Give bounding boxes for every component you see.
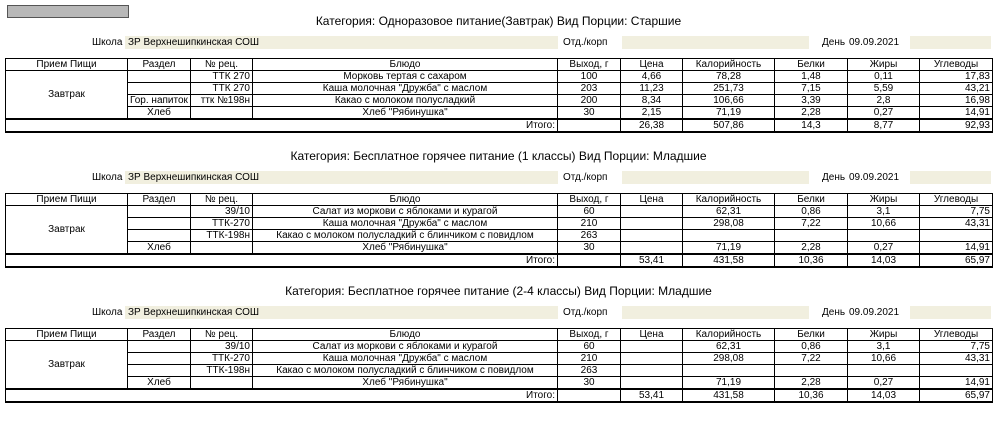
column-header: Прием Пищи — [6, 329, 128, 341]
kcal-cell: 298,08 — [683, 218, 775, 230]
total-fat-cell: 14,03 — [848, 389, 920, 402]
section-cell — [128, 83, 191, 95]
column-header: Раздел — [128, 329, 191, 341]
column-header: Выход, г — [558, 194, 621, 206]
school-name: ЗР Верхнешипкинская СОШ — [128, 307, 260, 318]
column-header: Углеводы — [920, 329, 993, 341]
yield-cell: 30 — [558, 377, 621, 390]
yield-cell: 263 — [558, 365, 621, 377]
price-cell — [621, 218, 683, 230]
dept-label: Отд./корп — [563, 307, 608, 318]
price-cell: 4,66 — [621, 71, 683, 83]
kcal-cell: 251,73 — [683, 83, 775, 95]
day-label: День — [822, 37, 846, 48]
total-kcal-cell: 431,58 — [683, 254, 775, 267]
price-cell — [621, 230, 683, 242]
column-header: Выход, г — [558, 329, 621, 341]
date-value: 09.09.2021 — [849, 172, 900, 183]
table-row — [6, 242, 993, 255]
carbs-cell: 43,31 — [920, 353, 993, 365]
dish-cell: Каша молочная "Дружба" с маслом — [253, 353, 558, 365]
fat-cell: 0,27 — [848, 242, 920, 255]
dish-cell: Хлеб "Рябинушка" — [253, 107, 558, 120]
column-header: Белки — [775, 329, 848, 341]
fat-cell: 10,66 — [848, 218, 920, 230]
fat-cell: 0,11 — [848, 71, 920, 83]
carbs-cell: 43,21 — [920, 83, 993, 95]
school-info-row — [5, 36, 992, 50]
column-header: Калорийность — [683, 59, 775, 71]
section-cell: Хлеб — [128, 107, 191, 120]
protein-cell: 0,86 — [775, 206, 848, 218]
section-cell — [128, 218, 191, 230]
column-header: № рец. — [191, 329, 253, 341]
section-cell — [128, 206, 191, 218]
table-row — [6, 107, 993, 120]
price-cell: 2,15 — [621, 107, 683, 120]
total-row — [6, 119, 993, 132]
table-row — [6, 206, 993, 218]
meal-cell: Завтрак — [6, 206, 128, 255]
dish-cell: Какао с молоком полусладкий — [253, 95, 558, 107]
yield-cell: 210 — [558, 218, 621, 230]
yield-cell: 30 — [558, 242, 621, 255]
column-header: Белки — [775, 194, 848, 206]
column-header: Цена — [621, 329, 683, 341]
dish-cell: Хлеб "Рябинушка" — [253, 377, 558, 390]
yield-cell: 203 — [558, 83, 621, 95]
protein-cell — [775, 365, 848, 377]
dish-cell: Какао с молоком полусладкий с блинчиком с повидлом — [253, 365, 558, 377]
recipe-cell: ТТК-270 — [191, 353, 253, 365]
table-row — [6, 83, 993, 95]
yield-cell: 30 — [558, 107, 621, 120]
recipe-cell: ТТК-270 — [191, 218, 253, 230]
kcal-cell: 106,66 — [683, 95, 775, 107]
carbs-cell — [920, 230, 993, 242]
column-header: Прием Пищи — [6, 194, 128, 206]
section-cell — [128, 353, 191, 365]
total-label: Итого: — [6, 119, 558, 132]
recipe-cell — [191, 107, 253, 120]
table-row — [6, 365, 993, 377]
yield-cell: 60 — [558, 206, 621, 218]
menu-table — [5, 328, 993, 403]
table-header-row — [6, 59, 993, 71]
section-cell: Хлеб — [128, 377, 191, 390]
total-row — [6, 389, 993, 402]
fat-cell: 0,27 — [848, 377, 920, 390]
recipe-cell: 39/10 — [191, 206, 253, 218]
table-header-row — [6, 329, 993, 341]
section-cell: Гор. напиток — [128, 95, 191, 107]
protein-cell: 2,28 — [775, 107, 848, 120]
column-header: № рец. — [191, 194, 253, 206]
table-row — [6, 353, 993, 365]
recipe-cell: ТТК-198н — [191, 365, 253, 377]
kcal-cell: 71,19 — [683, 377, 775, 390]
carbs-cell: 14,91 — [920, 242, 993, 255]
total-carbs-cell: 65,97 — [920, 254, 993, 267]
total-price-cell: 26,38 — [621, 119, 683, 132]
recipe-cell: ТТК 270 — [191, 71, 253, 83]
column-header: Выход, г — [558, 59, 621, 71]
protein-cell: 7,22 — [775, 353, 848, 365]
fat-cell: 0,27 — [848, 107, 920, 120]
kcal-cell: 71,19 — [683, 242, 775, 255]
total-yield-cell — [558, 389, 621, 402]
dept-label: Отд./корп — [563, 37, 608, 48]
school-info-row — [5, 171, 992, 185]
section-cell — [128, 365, 191, 377]
price-cell — [621, 365, 683, 377]
kcal-cell: 298,08 — [683, 353, 775, 365]
fat-cell: 3,1 — [848, 206, 920, 218]
section-cell — [128, 341, 191, 353]
fat-cell — [848, 230, 920, 242]
table-row — [6, 377, 993, 390]
column-header: Калорийность — [683, 329, 775, 341]
school-label: Школа — [92, 307, 123, 318]
dish-cell: Морковь тертая с сахаром — [253, 71, 558, 83]
total-fat-cell: 8,77 — [848, 119, 920, 132]
table-row — [6, 218, 993, 230]
carbs-cell: 17,83 — [920, 71, 993, 83]
school-label: Школа — [92, 37, 123, 48]
column-header: № рец. — [191, 59, 253, 71]
column-header: Белки — [775, 59, 848, 71]
protein-cell: 3,39 — [775, 95, 848, 107]
section-cell — [128, 71, 191, 83]
kcal-cell — [683, 230, 775, 242]
table-row — [6, 230, 993, 242]
kcal-cell: 78,28 — [683, 71, 775, 83]
menu-table — [5, 58, 993, 133]
category-title: Категория: Одноразовое питание(Завтрак) Вид Порции: Старшие — [315, 14, 682, 28]
yield-cell: 210 — [558, 353, 621, 365]
protein-cell: 7,22 — [775, 218, 848, 230]
total-fat-cell: 14,03 — [848, 254, 920, 267]
meal-cell: Завтрак — [6, 71, 128, 120]
column-header: Блюдо — [253, 194, 558, 206]
total-protein-cell: 10,36 — [775, 389, 848, 402]
day-label: День — [822, 307, 846, 318]
carbs-cell: 7,75 — [920, 341, 993, 353]
column-header: Жиры — [848, 59, 920, 71]
carbs-cell — [920, 365, 993, 377]
column-header: Цена — [621, 194, 683, 206]
total-carbs-cell: 92,93 — [920, 119, 993, 132]
total-label: Итого: — [6, 254, 558, 267]
kcal-cell — [683, 365, 775, 377]
total-row — [6, 254, 993, 267]
total-carbs-cell: 65,97 — [920, 389, 993, 402]
column-header: Жиры — [848, 329, 920, 341]
protein-cell: 2,28 — [775, 242, 848, 255]
protein-cell: 7,15 — [775, 83, 848, 95]
menu-table — [5, 193, 993, 268]
protein-cell: 2,28 — [775, 377, 848, 390]
dish-cell: Салат из моркови с яблоками и курагой — [253, 206, 558, 218]
price-cell: 8,34 — [621, 95, 683, 107]
total-protein-cell: 10,36 — [775, 254, 848, 267]
school-name: ЗР Верхнешипкинская СОШ — [128, 37, 260, 48]
fat-cell: 3,1 — [848, 341, 920, 353]
dish-cell: Каша молочная "Дружба" с маслом — [253, 218, 558, 230]
carbs-cell: 7,75 — [920, 206, 993, 218]
column-header: Прием Пищи — [6, 59, 128, 71]
column-header: Углеводы — [920, 194, 993, 206]
column-header: Блюдо — [253, 329, 558, 341]
table-row — [6, 95, 993, 107]
column-header: Цена — [621, 59, 683, 71]
table-row — [6, 341, 993, 353]
recipe-cell — [191, 377, 253, 390]
total-kcal-cell: 431,58 — [683, 389, 775, 402]
price-cell: 11,23 — [621, 83, 683, 95]
yield-cell: 100 — [558, 71, 621, 83]
total-yield-cell — [558, 119, 621, 132]
dish-cell: Какао с молоком полусладкий с блинчиком с повидлом — [253, 230, 558, 242]
school-label: Школа — [92, 172, 123, 183]
recipe-cell: ттк №198н — [191, 95, 253, 107]
total-kcal-cell: 507,86 — [683, 119, 775, 132]
date-value: 09.09.2021 — [849, 307, 900, 318]
price-cell — [621, 377, 683, 390]
date-value: 09.09.2021 — [849, 37, 900, 48]
total-price-cell: 53,41 — [621, 254, 683, 267]
price-cell — [621, 353, 683, 365]
category-title: Категория: Бесплатное горячее питание (2-4 классы) Вид Порции: Младшие — [285, 284, 712, 298]
column-header: Жиры — [848, 194, 920, 206]
price-cell — [621, 242, 683, 255]
price-cell — [621, 206, 683, 218]
column-header: Углеводы — [920, 59, 993, 71]
day-label: День — [822, 172, 846, 183]
protein-cell: 1,48 — [775, 71, 848, 83]
carbs-cell: 14,91 — [920, 107, 993, 120]
column-header: Блюдо — [253, 59, 558, 71]
column-header: Раздел — [128, 194, 191, 206]
category-title: Категория: Бесплатное горячее питание (1 классы) Вид Порции: Младшие — [290, 149, 707, 163]
carbs-cell: 14,91 — [920, 377, 993, 390]
yield-cell: 60 — [558, 341, 621, 353]
dept-label: Отд./корп — [563, 172, 608, 183]
dish-cell: Хлеб "Рябинушка" — [253, 242, 558, 255]
table-row — [6, 71, 993, 83]
protein-cell — [775, 230, 848, 242]
kcal-cell: 62,31 — [683, 206, 775, 218]
column-header: Раздел — [128, 59, 191, 71]
total-price-cell: 53,41 — [621, 389, 683, 402]
school-info-row — [5, 306, 992, 320]
dish-cell: Салат из моркови с яблоками и курагой — [253, 341, 558, 353]
recipe-cell — [191, 242, 253, 255]
recipe-cell: ТТК-198н — [191, 230, 253, 242]
yield-cell: 200 — [558, 95, 621, 107]
school-name: ЗР Верхнешипкинская СОШ — [128, 172, 260, 183]
yield-cell: 263 — [558, 230, 621, 242]
column-header: Калорийность — [683, 194, 775, 206]
fat-cell: 2,8 — [848, 95, 920, 107]
kcal-cell: 71,19 — [683, 107, 775, 120]
fat-cell: 5,59 — [848, 83, 920, 95]
protein-cell: 0,86 — [775, 341, 848, 353]
recipe-cell: ТТК 270 — [191, 83, 253, 95]
price-cell — [621, 341, 683, 353]
carbs-cell: 16,98 — [920, 95, 993, 107]
carbs-cell: 43,31 — [920, 218, 993, 230]
total-label: Итого: — [6, 389, 558, 402]
section-cell — [128, 230, 191, 242]
kcal-cell: 62,31 — [683, 341, 775, 353]
fat-cell: 10,66 — [848, 353, 920, 365]
fat-cell — [848, 365, 920, 377]
total-protein-cell: 14,3 — [775, 119, 848, 132]
total-yield-cell — [558, 254, 621, 267]
dish-cell: Каша молочная "Дружба" с маслом — [253, 83, 558, 95]
section-cell: Хлеб — [128, 242, 191, 255]
table-header-row — [6, 194, 993, 206]
recipe-cell: 39/10 — [191, 341, 253, 353]
meal-cell: Завтрак — [6, 341, 128, 390]
